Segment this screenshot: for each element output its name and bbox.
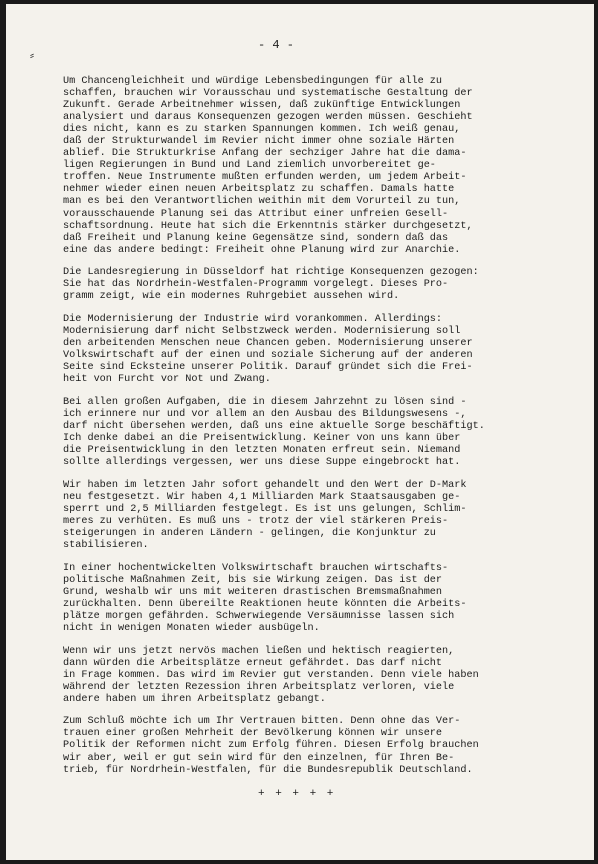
paragraph-modernisierung: Die Modernisierung der Industrie wird vorankommen. Allerdings: Modernisierung darf nicht Selbstzweck werden. Modernisierung soll den arbeitenden Menschen neue Chancen geben. Modernisierung unserer Volkswirtschaft auf der einen und soziale Sicherung auf der anderen Seite sind Ecksteine unserer Politik. Darauf gründet sich die Frei- heit von Furcht vor Not und Zwang. xyxy=(63,314,473,386)
margin-mark: ⸗ xyxy=(30,48,34,62)
body-text xyxy=(63,76,563,787)
paragraph-preisentwicklung: Bei allen großen Aufgaben, die in diesem Jahrzehnt zu lösen sind - ich erinnere nur und vor allem an den Ausbau des Bildungswesens -, darf nicht übersehen werden, daß uns eine aktuelle Sorge beschäftigt. Ich denke dabei an die Preisentwicklung. Keiner von uns kann über die Preisentwicklung in den letzten Monaten erfreut sein. Niemand sollte allerdings vergessen, wer uns diese Suppe eingebrockt hat. xyxy=(63,396,485,469)
paragraph-schluss: Zum Schluß möchte ich um Ihr Vertrauen bitten. Denn ohne das Ver- trauen einer großen Mehrheit der Bevölkerung können wir unsere Politik der Reformen nicht zum Erfolg führen. Diesen Erfolg brauchen wir aber, weil er gut sein wird für den einzelnen, für Ihren Be- trieb, für Nordrhein-Westfalen, für die Bundesrepublik Deutschland. xyxy=(63,716,479,776)
paragraph-volkswirtschaft: In einer hochentwickelten Volkswirtschaft brauchen wirtschafts- politische Maßnahmen Zeit, bis sie Wirkung zeigen. Das ist der Grund, weshalb wir uns mit weiteren drastischen Bremsmaßnahmen zurückhalten. Denn übereilte Reaktionen heute könnten die Arbeits- plätze morgen gefährden. Schwerwiegende Versäumnisse lassen sich nicht in wenigen Monaten wieder ausbügeln. xyxy=(63,562,467,634)
page-number: - 4 - xyxy=(258,38,295,52)
paragraph-d-mark: Wir haben im letzten Jahr sofort gehandelt und den Wert der D-Mark neu festgesetzt. Wir haben 4,1 Milliarden Mark Staatsausgaben ge- sperrt und 2,5 Milliarden festgelegt. Es ist uns gelungen, Schlim- meres zu verhüten. Es muß uns - trotz der viel stärkeren Preis- steigerungen in anderen Ländern - gelingen, die Konjunktur zu stabilisieren. xyxy=(63,479,467,552)
paragraph-chancengleichheit: Um Chancengleichheit und würdige Lebensbedingungen für alle zu schaffen, brauchen wir Vorausschau und systematische Gestaltung der Zukunft. Gerade Arbeitnehmer wissen, daß zukünftige Entwicklungen analysiert und daraus Konsequenzen gezogen werden müssen. Geschieht dies nicht, kann es zu starken Spannungen kommen. Ich weiß genau, daß der Strukturwandel im Revier nicht immer ohne soziale Härten ablief. Die Strukturkrise Anfang der sechziger Jahre hat die dama- ligen Regierungen in Bund und Land ziemlich unvorbereitet ge- troffen. Neue Instrumente mußten erfunden werden, um jedem Arbeit- nehmer wieder einen neuen Arbeitsplatz zu schaffen. Damals hatte man es bei den Verantwortlichen weithin mit dem Vorurteil zu tun, vorausschauende Planung sei das Attribut einer unfreien Gesell- schaftsordnung. Heute hat sich die Erkenntnis stärker durchgesetzt, daß Freiheit und Planung keine Gegensätze sind, sondern daß das eine das andere bedingt: Freiheit ohne Planung wird zur Anarchie. xyxy=(63,76,473,256)
paragraph-arbeitsplaetze: Wenn wir uns jetzt nervös machen ließen und hektisch reagierten, dann würden die Arbeitsplätze erneut gefährdet. Das darf nicht in Frage kommen. Das wird im Revier gut verstanden. Denn viele haben während der letzten Rezession ihren Arbeitsplatz verloren, viele andere haben um ihren Arbeitsplatz gebangt. xyxy=(63,645,479,705)
document-page xyxy=(6,4,594,860)
end-mark: + + + + + xyxy=(258,788,336,800)
paragraph-landesregierung: Die Landesregierung in Düsseldorf hat richtige Konsequenzen gezogen: Sie hat das Nordrhein-Westfalen-Programm vorgelegt. Dieses Pro- gramm zeigt, wie ein modernes Ruhrgebiet aussehen wird. xyxy=(63,267,479,303)
